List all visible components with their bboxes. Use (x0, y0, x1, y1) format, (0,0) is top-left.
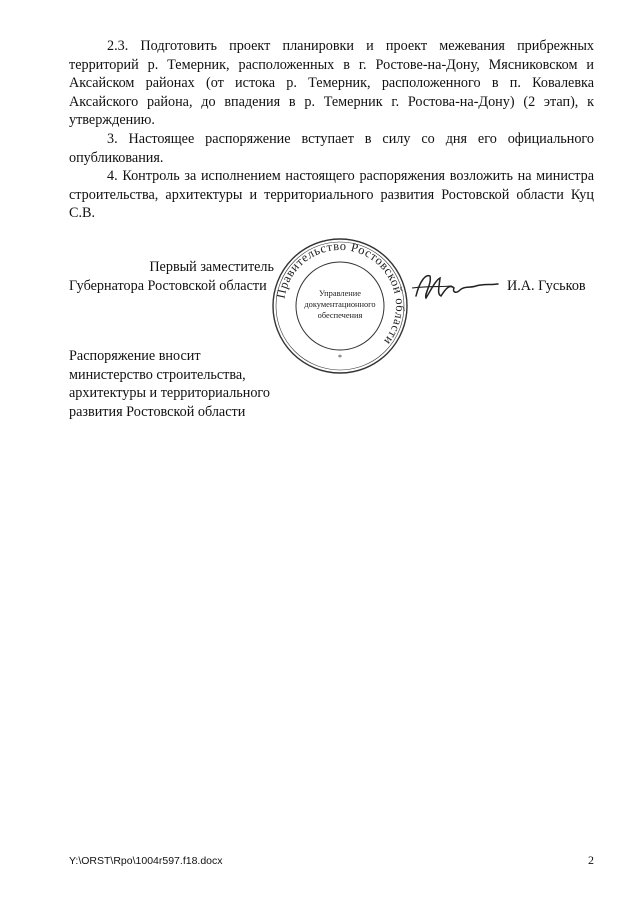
document-body (69, 37, 594, 223)
submitted-by-line: Распоряжение вносит (69, 348, 201, 364)
svg-text:*: * (338, 353, 342, 362)
seal-outer-text: Правительство Ростовской области (273, 238, 408, 348)
signatory-title-line2: Губернатора Ростовской области (69, 277, 267, 294)
paragraph-3: 3. Настоящее распоряжение вступает в силу со дня его официального опубликования. (69, 130, 594, 166)
submitted-by-note (69, 347, 329, 421)
handwritten-signature (410, 266, 502, 306)
signatory-title (69, 258, 274, 295)
paragraph-4: 4. Контроль за исполнением настоящего распоряжения возложить на министра строительства, архитектуры и территориального развития Ростовской области Куц С.В. (69, 168, 594, 222)
submitted-by-line: развития Ростовской области (69, 403, 246, 420)
paragraph-2-3: 2.3. Подготовить проект планировки и проект межевания прибрежных территорий р. Темерник, расположенных в г. Ростове-на-Дону, Мясниковском и Аксайском районах (от истока р. Темерник, расположенного в п. Ковалевка Аксайского района, до впадения в р. Темерник г. Ростова-на-Дону) (2 этап), к утверждению. (69, 38, 594, 129)
submitted-by-line: архитектуры и территориального (69, 385, 270, 402)
svg-text:обеспечения: обеспечения (317, 311, 363, 320)
svg-text:документационного: документационного (304, 300, 376, 309)
footer-file-path: Y:\ORST\Rpo\1004r597.f18.docx (69, 855, 223, 867)
svg-text:Управление: Управление (318, 289, 362, 298)
signatory-name: И.А. Гуськов (507, 278, 586, 294)
page-number: 2 (588, 853, 594, 867)
signatory-title-line1: Первый заместитель (149, 259, 274, 275)
submitted-by-line: министерство строительства, (69, 366, 246, 383)
